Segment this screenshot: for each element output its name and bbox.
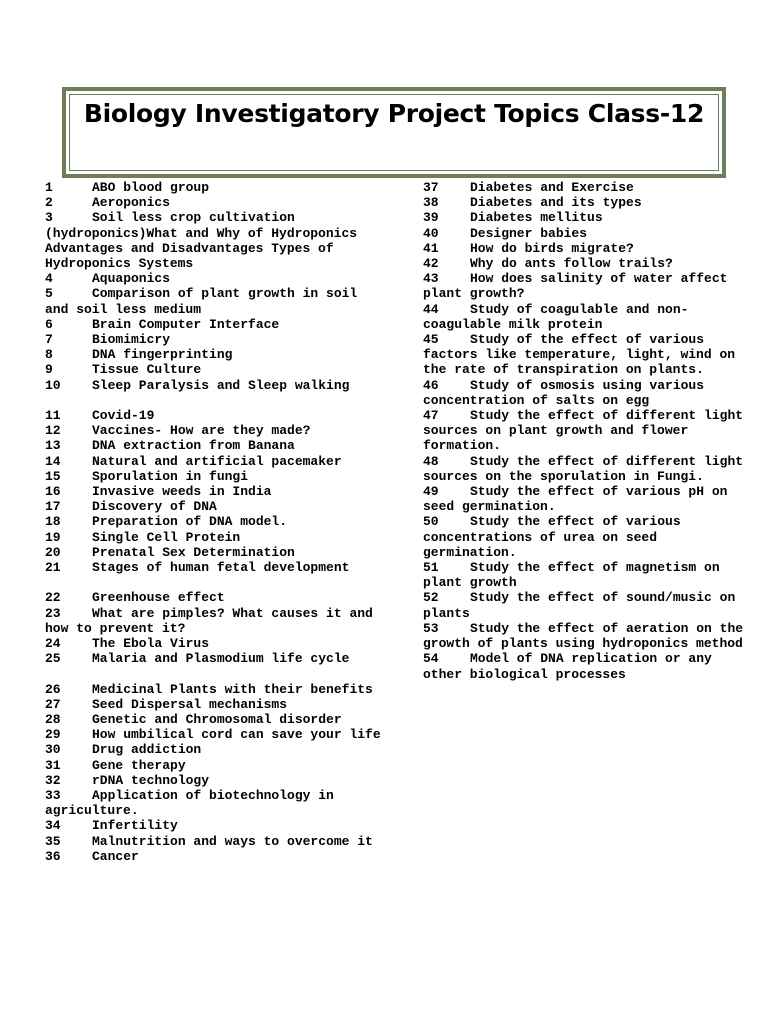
topic-text: Genetic and Chromosomal disorder xyxy=(92,712,342,728)
topic-text: DNA extraction from Banana xyxy=(92,438,295,454)
topic-text: Study the effect of aeration on the growth of plants using hydroponics method xyxy=(423,620,744,652)
topic-text: Seed Dispersal mechanisms xyxy=(92,696,288,712)
topic-text: Application of biotechnology in agriculture. xyxy=(45,788,334,819)
topic-text: Soil less crop cultivation (hydroponics)What and Why of Hydroponics Advantages and Disadvantages Types of Hydroponics Systems xyxy=(45,210,358,272)
topic-item xyxy=(45,758,381,773)
topic-item xyxy=(45,818,381,833)
topic-text: Study the effect of various concentrations of urea on seed germination. xyxy=(423,514,681,560)
topic-number: 22 xyxy=(45,590,61,606)
topic-number: 39 xyxy=(423,210,439,226)
topic-item xyxy=(423,271,755,301)
topic-number: 50 xyxy=(423,514,439,530)
topic-text: What are pimples? What causes it and how to prevent it? xyxy=(45,605,373,636)
topic-item xyxy=(45,530,381,545)
topic-item xyxy=(423,241,755,256)
topic-text: Study the effect of various pH on seed germination. xyxy=(423,484,728,515)
topic-number: 24 xyxy=(45,636,61,652)
topic-text: rDNA technology xyxy=(92,772,210,788)
topic-number: 16 xyxy=(45,484,61,500)
topic-text: Study of osmosis using various concentration of salts on egg xyxy=(423,377,705,408)
topic-number: 19 xyxy=(45,529,61,545)
topic-item xyxy=(45,560,381,575)
topic-item xyxy=(45,788,381,818)
topic-text: Sleep Paralysis and Sleep walking xyxy=(92,377,350,393)
topic-number: 53 xyxy=(423,620,439,636)
topic-text: Study the effect of sound/music on plants xyxy=(423,590,736,621)
topic-text: Malaria and Plasmodium life cycle xyxy=(92,651,350,667)
topic-list-left xyxy=(45,180,381,864)
topic-number: 12 xyxy=(45,423,61,439)
topic-text: How umbilical cord can save your life xyxy=(92,727,381,743)
topic-item xyxy=(45,712,381,727)
topic-item xyxy=(45,514,381,529)
topic-item xyxy=(45,362,381,377)
topic-text: The Ebola Virus xyxy=(92,636,210,652)
topic-text: Designer babies xyxy=(470,225,588,241)
topic-text: Study the effect of different light sources on plant growth and flower formation. xyxy=(423,408,744,454)
topic-text: Single Cell Protein xyxy=(92,529,241,545)
topic-number: 41 xyxy=(423,240,439,256)
topic-number: 5 xyxy=(45,286,53,302)
topic-number: 48 xyxy=(423,453,439,469)
topic-text: Study the effect of different light sources on the sporulation in Fungi. xyxy=(423,453,744,484)
topic-number: 44 xyxy=(423,301,439,317)
topic-text: Comparison of plant growth in soil and soil less medium xyxy=(45,286,358,317)
page-title: Biology Investigatory Project Topics Class-12 xyxy=(83,99,705,128)
topic-number: 25 xyxy=(45,651,61,667)
topic-text: Diabetes and its types xyxy=(470,195,642,211)
topic-number: 36 xyxy=(45,848,61,864)
topic-item xyxy=(45,742,381,757)
topic-item xyxy=(423,514,755,560)
topic-text: Diabetes mellitus xyxy=(470,210,603,226)
topic-text: Sporulation in fungi xyxy=(92,468,249,484)
topic-list-right xyxy=(423,180,755,682)
topic-number: 8 xyxy=(45,347,53,363)
topic-number: 18 xyxy=(45,514,61,530)
topic-item xyxy=(45,682,381,697)
topic-text: Aquaponics xyxy=(92,271,171,287)
topic-text: Aeroponics xyxy=(92,195,171,211)
topic-number: 10 xyxy=(45,377,61,393)
topic-number: 37 xyxy=(423,180,439,195)
topic-number: 15 xyxy=(45,468,61,484)
topic-text: How do birds migrate? xyxy=(470,240,634,256)
topic-number: 14 xyxy=(45,453,61,469)
topic-item xyxy=(45,590,381,605)
topic-item xyxy=(45,317,381,332)
topic-text: Natural and artificial pacemaker xyxy=(92,453,342,469)
topic-item xyxy=(423,454,755,484)
topic-text: Prenatal Sex Determination xyxy=(92,544,295,560)
title-box xyxy=(62,87,726,178)
topic-number: 43 xyxy=(423,271,439,287)
topic-item xyxy=(45,606,381,636)
topic-item xyxy=(45,378,381,393)
topic-item xyxy=(423,332,755,378)
topic-number: 34 xyxy=(45,818,61,834)
topic-number: 32 xyxy=(45,772,61,788)
topic-item xyxy=(45,697,381,712)
topic-text: Why do ants follow trails? xyxy=(470,256,673,272)
topic-item xyxy=(45,286,381,316)
topic-text: Medicinal Plants with their benefits xyxy=(92,681,373,697)
topic-item xyxy=(423,621,755,651)
topic-item xyxy=(45,834,381,849)
topic-number: 21 xyxy=(45,560,61,576)
topic-text: ABO blood group xyxy=(92,180,210,195)
topic-number: 6 xyxy=(45,316,53,332)
topic-item xyxy=(45,773,381,788)
topic-number: 1 xyxy=(45,180,53,195)
topic-item xyxy=(45,423,381,438)
topic-number: 27 xyxy=(45,696,61,712)
topic-item xyxy=(423,210,755,225)
topic-item xyxy=(45,271,381,286)
topic-number: 9 xyxy=(45,362,53,378)
topic-item xyxy=(45,332,381,347)
topic-text: Brain Computer Interface xyxy=(92,316,280,332)
topic-item xyxy=(45,651,381,666)
topic-number: 51 xyxy=(423,560,439,576)
topic-number: 3 xyxy=(45,210,53,226)
topic-item xyxy=(45,195,381,210)
topic-text: Infertility xyxy=(92,818,178,834)
topic-text: Model of DNA replication or any other biological processes xyxy=(423,651,712,682)
topic-text: Study of the effect of various factors like temperature, light, wind on the rate of transpiration on plants. xyxy=(423,332,736,378)
topic-number: 23 xyxy=(45,605,61,621)
topic-item xyxy=(45,636,381,651)
topic-item xyxy=(423,560,755,590)
topic-text: Study the effect of magnetism on plant growth xyxy=(423,560,720,591)
topic-item xyxy=(45,408,381,423)
topic-number: 52 xyxy=(423,590,439,606)
topic-text: Tissue Culture xyxy=(92,362,202,378)
topic-number: 40 xyxy=(423,225,439,241)
topic-text: Study of coagulable and non-coagulable milk protein xyxy=(423,301,689,332)
topic-number: 42 xyxy=(423,256,439,272)
topic-text: Biomimicry xyxy=(92,332,171,348)
topic-text: Vaccines- How are they made? xyxy=(92,423,311,439)
topic-text: Stages of human fetal development xyxy=(92,560,350,576)
topic-item xyxy=(423,180,755,195)
topic-number: 7 xyxy=(45,332,53,348)
topic-text: Gene therapy xyxy=(92,757,186,773)
topic-number: 30 xyxy=(45,742,61,758)
topic-item xyxy=(45,727,381,742)
topic-number: 29 xyxy=(45,727,61,743)
topic-number: 47 xyxy=(423,408,439,424)
topic-number: 31 xyxy=(45,757,61,773)
topic-number: 45 xyxy=(423,332,439,348)
topic-number: 28 xyxy=(45,712,61,728)
topic-text: Cancer xyxy=(92,848,139,864)
topic-item xyxy=(45,469,381,484)
topic-item xyxy=(423,408,755,454)
topic-item xyxy=(423,226,755,241)
topic-number: 4 xyxy=(45,271,53,287)
topic-item xyxy=(423,484,755,514)
topic-item xyxy=(423,378,755,408)
topic-number: 13 xyxy=(45,438,61,454)
topic-item xyxy=(45,454,381,469)
topic-item xyxy=(45,545,381,560)
topic-number: 20 xyxy=(45,544,61,560)
topic-item xyxy=(45,499,381,514)
topic-text: Greenhouse effect xyxy=(92,590,225,606)
topic-text: Drug addiction xyxy=(92,742,202,758)
topic-text: Diabetes and Exercise xyxy=(470,180,634,195)
topic-text: Malnutrition and ways to overcome it xyxy=(92,833,373,849)
topic-number: 17 xyxy=(45,499,61,515)
topic-number: 11 xyxy=(45,408,61,424)
topic-text: How does salinity of water affect plant growth? xyxy=(423,271,728,302)
topic-item xyxy=(45,484,381,499)
topic-number: 49 xyxy=(423,484,439,500)
topic-number: 33 xyxy=(45,788,61,804)
topic-number: 54 xyxy=(423,651,439,667)
topic-text: Preparation of DNA model. xyxy=(92,514,288,530)
topic-number: 38 xyxy=(423,195,439,211)
topic-item xyxy=(423,651,755,681)
topic-item xyxy=(45,849,381,864)
topic-item xyxy=(423,256,755,271)
topic-number: 35 xyxy=(45,833,61,849)
topic-text: Invasive weeds in India xyxy=(92,484,272,500)
topic-item xyxy=(45,438,381,453)
topic-text: Discovery of DNA xyxy=(92,499,217,515)
topic-number: 46 xyxy=(423,377,439,393)
topic-item xyxy=(423,302,755,332)
topic-item xyxy=(423,195,755,210)
topic-number: 26 xyxy=(45,681,61,697)
topic-text: Covid-19 xyxy=(92,408,155,424)
topic-item xyxy=(45,180,381,195)
topic-text: DNA fingerprinting xyxy=(92,347,233,363)
topic-item xyxy=(45,210,381,271)
topic-item xyxy=(45,347,381,362)
topic-item xyxy=(423,590,755,620)
topic-number: 2 xyxy=(45,195,53,211)
